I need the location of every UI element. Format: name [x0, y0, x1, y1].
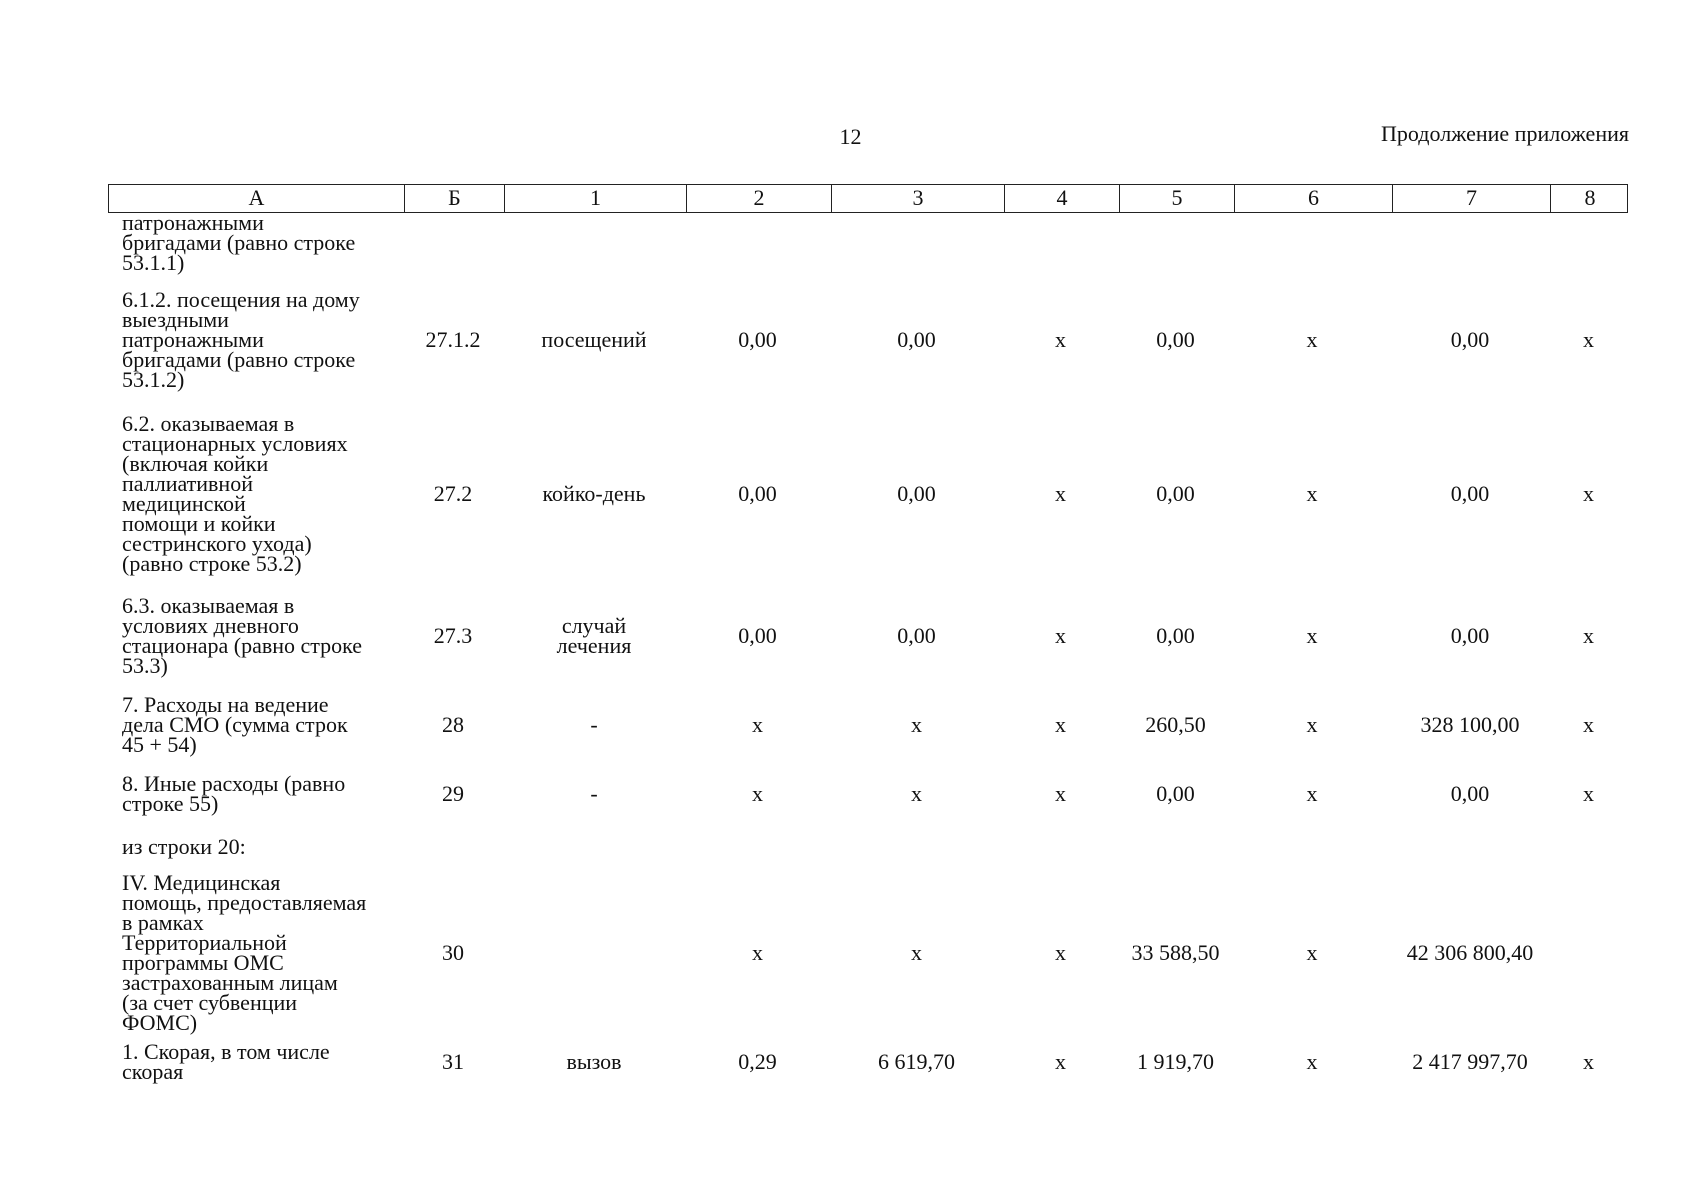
row-col-4: х [1055, 940, 1066, 965]
row-col-5: 33 588,50 [1131, 940, 1220, 965]
header-col-3: 3 [831, 185, 1004, 212]
header-col-5: 5 [1119, 185, 1234, 212]
header-col-1: 1 [504, 185, 686, 212]
row-col-3: 0,00 [897, 623, 936, 648]
row-unit: - [590, 712, 598, 737]
header-col-b: Б [404, 185, 504, 212]
row-name: из строки 20: [122, 834, 246, 859]
row-col-4: х [1055, 481, 1066, 506]
row-code: 31 [442, 1049, 464, 1074]
row-col-3: х [911, 940, 922, 965]
row-name: 1. Скорая, в том числе скорая [122, 1039, 330, 1084]
row-col-6: х [1306, 1049, 1318, 1074]
row-code: 27.1.2 [425, 327, 481, 352]
row-col-8: х [1583, 481, 1594, 506]
row-col-7: 0,00 [1450, 481, 1490, 506]
row-col-6: х [1306, 781, 1318, 806]
row-col-2: х [752, 940, 763, 965]
header-col-a: А [248, 185, 265, 210]
table-row [108, 585, 1628, 687]
row-col-6: х [1306, 623, 1318, 648]
row-col-4: х [1055, 623, 1066, 648]
row-name: 8. Иные расходы (равно строке 55) [122, 771, 346, 816]
table-body [108, 210, 1628, 1087]
row-col-7: 2 417 997,70 [1412, 1049, 1528, 1074]
row-name: 6.3. оказываемая в условиях дневного стационара (равно строке 53.3) [122, 593, 363, 678]
row-col-2: х [752, 781, 763, 806]
data-table [108, 184, 1628, 1087]
row-col-4: х [1055, 781, 1066, 806]
row-col-7: 0,00 [1450, 623, 1490, 648]
row-col-6: х [1306, 481, 1318, 506]
row-col-7: 42 306 800,40 [1406, 940, 1534, 965]
row-col-5: 1 919,70 [1137, 1049, 1214, 1074]
row-name: 6.1.2. посещения на дому выездными патронажными бригадами (равно строке 53.1.2) [122, 287, 360, 392]
row-name: 6.2. оказываемая в стационарных условиях (включая койки паллиативной медицинской помощи и койки сестринского ухода) (равно строке 53.2) [122, 411, 348, 576]
row-col-2: х [752, 712, 763, 737]
row-unit: вызов [566, 1049, 622, 1074]
table-row [108, 825, 1628, 869]
row-col-2: 0,00 [738, 623, 777, 648]
row-code: 29 [442, 781, 464, 806]
row-col-8: х [1583, 1049, 1594, 1074]
header-col-4: 4 [1004, 185, 1119, 212]
row-col-7: 0,00 [1450, 327, 1490, 352]
header-col-6: 6 [1234, 185, 1392, 212]
row-col-8: х [1583, 623, 1594, 648]
row-name: патронажными бригадами (равно строке 53.1.1) [122, 210, 356, 275]
table-row [108, 210, 1628, 277]
row-code: 30 [442, 940, 464, 965]
row-col-6: х [1306, 327, 1318, 352]
row-col-5: 0,00 [1156, 623, 1195, 648]
row-unit: случай лечения [556, 613, 632, 658]
row-unit: посещений [541, 327, 647, 352]
header-col-2: 2 [686, 185, 831, 212]
table-row [108, 763, 1628, 825]
page-number: 12 [839, 124, 862, 149]
header-col-8: 8 [1550, 185, 1629, 212]
row-col-2: 0,00 [738, 327, 777, 352]
row-col-7: 0,00 [1450, 781, 1490, 806]
row-col-4: х [1055, 712, 1066, 737]
row-code: 27.2 [433, 481, 473, 506]
row-col-7: 328 100,00 [1420, 712, 1520, 737]
row-col-4: х [1055, 1049, 1066, 1074]
continuation-label: Продолжение приложения [1381, 121, 1629, 146]
row-col-8: х [1583, 712, 1594, 737]
row-col-3: х [911, 712, 922, 737]
table-row [108, 687, 1628, 763]
row-col-6: х [1306, 940, 1318, 965]
row-code: 28 [442, 712, 464, 737]
row-col-3: 0,00 [897, 481, 936, 506]
row-col-2: 0,00 [738, 481, 777, 506]
header-col-7: 7 [1392, 185, 1550, 212]
row-col-3: 0,00 [897, 327, 936, 352]
table-row [108, 1037, 1628, 1087]
row-code: 27.3 [433, 623, 473, 648]
row-col-3: 6 619,70 [878, 1049, 955, 1074]
row-unit: койко-день [542, 481, 646, 506]
row-name: IV. Медицинская помощь, предоставляемая в рамках Территориальной программы ОМС застрахованным лицам (за счет субвенции ФОМС) [122, 870, 367, 1035]
table-row [108, 869, 1628, 1037]
row-col-5: 0,00 [1156, 327, 1195, 352]
row-col-6: х [1306, 712, 1318, 737]
row-col-4: х [1055, 327, 1066, 352]
row-col-2: 0,29 [738, 1049, 777, 1074]
table-header [108, 184, 1628, 213]
row-col-3: х [911, 781, 922, 806]
row-unit: - [590, 781, 598, 806]
row-col-8: х [1583, 781, 1594, 806]
row-col-5: 0,00 [1156, 781, 1195, 806]
row-col-5: 0,00 [1156, 481, 1195, 506]
row-col-5: 260,50 [1145, 712, 1206, 737]
table-row [108, 403, 1628, 585]
row-col-8: х [1583, 327, 1594, 352]
table-row [108, 277, 1628, 403]
row-name: 7. Расходы на ведение дела СМО (сумма строк 45 + 54) [122, 692, 348, 757]
